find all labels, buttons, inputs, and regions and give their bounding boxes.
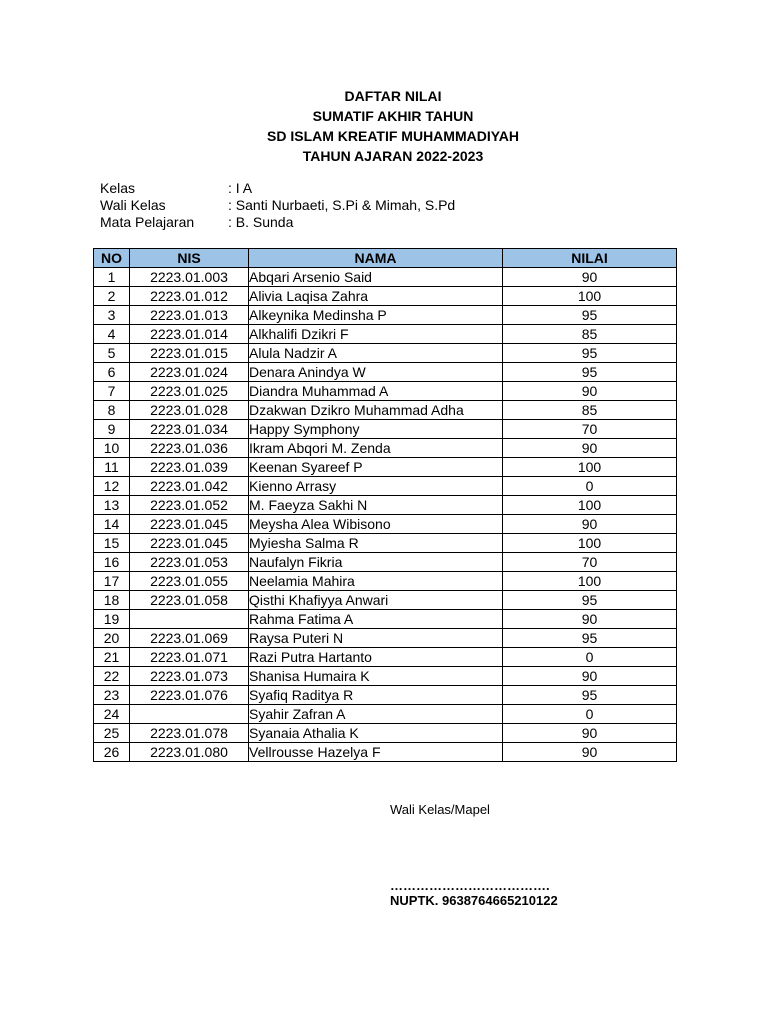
cell-no: 16 <box>94 553 130 572</box>
cell-no: 20 <box>94 629 130 648</box>
cell-nama: Rahma Fatima A <box>249 610 503 629</box>
cell-nis: 2223.01.073 <box>130 667 249 686</box>
cell-nis: 2223.01.076 <box>130 686 249 705</box>
cell-nilai: 95 <box>503 686 677 705</box>
table-row <box>94 420 677 439</box>
cell-nama: Syafiq Raditya R <box>249 686 503 705</box>
cell-nilai: 95 <box>503 344 677 363</box>
signature-title: Wali Kelas/Mapel <box>390 802 490 817</box>
table-header-row <box>94 249 677 268</box>
cell-nilai: 95 <box>503 363 677 382</box>
cell-no: 25 <box>94 724 130 743</box>
cell-nama: Kienno Arrasy <box>249 477 503 496</box>
cell-nilai: 95 <box>503 591 677 610</box>
cell-no: 6 <box>94 363 130 382</box>
cell-nilai: 100 <box>503 572 677 591</box>
cell-nama: Happy Symphony <box>249 420 503 439</box>
cell-nis: 2223.01.024 <box>130 363 249 382</box>
cell-no: 7 <box>94 382 130 401</box>
cell-nilai: 85 <box>503 401 677 420</box>
cell-nis: 2223.01.012 <box>130 287 249 306</box>
cell-nama: Neelamia Mahira <box>249 572 503 591</box>
cell-nama: Alkeynika Medinsha P <box>249 306 503 325</box>
wali-value: : Santi Nurbaeti, S.Pi & Mimah, S.Pd <box>228 197 456 213</box>
cell-nis: 2223.01.053 <box>130 553 249 572</box>
cell-no: 9 <box>94 420 130 439</box>
cell-nis <box>130 705 249 724</box>
cell-nama: Syanaia Athalia K <box>249 724 503 743</box>
cell-nis: 2223.01.036 <box>130 439 249 458</box>
table-row <box>94 572 677 591</box>
cell-nama: Naufalyn Fikria <box>249 553 503 572</box>
cell-nama: Ikram Abqori M. Zenda <box>249 439 503 458</box>
cell-nis <box>130 610 249 629</box>
cell-nis: 2223.01.039 <box>130 458 249 477</box>
cell-nama: Razi Putra Hartanto <box>249 648 503 667</box>
table-row <box>94 686 677 705</box>
cell-nilai: 90 <box>503 439 677 458</box>
table-row <box>94 382 677 401</box>
table-row <box>94 363 677 382</box>
cell-no: 24 <box>94 705 130 724</box>
cell-no: 12 <box>94 477 130 496</box>
cell-nis: 2223.01.014 <box>130 325 249 344</box>
cell-nis: 2223.01.034 <box>130 420 249 439</box>
cell-nama: Denara Anindya W <box>249 363 503 382</box>
table-row <box>94 591 677 610</box>
grades-table <box>93 248 677 762</box>
table-row <box>94 477 677 496</box>
cell-nilai: 70 <box>503 553 677 572</box>
cell-nilai: 85 <box>503 325 677 344</box>
cell-no: 21 <box>94 648 130 667</box>
cell-nama: Shanisa Humaira K <box>249 667 503 686</box>
cell-nis: 2223.01.069 <box>130 629 249 648</box>
table-row <box>94 515 677 534</box>
cell-nis: 2223.01.071 <box>130 648 249 667</box>
signature-nuptk: NUPTK. 9638764665210122 <box>390 893 558 908</box>
cell-nilai: 90 <box>503 382 677 401</box>
info-row-wali <box>100 197 455 214</box>
header-year: TAHUN AJARAN 2022-2023 <box>302 148 484 164</box>
cell-no: 3 <box>94 306 130 325</box>
cell-nilai: 90 <box>503 743 677 762</box>
table-row <box>94 287 677 306</box>
table-row <box>94 325 677 344</box>
cell-nis: 2223.01.025 <box>130 382 249 401</box>
cell-nis: 2223.01.055 <box>130 572 249 591</box>
table-row <box>94 306 677 325</box>
cell-nama: Dzakwan Dzikro Muhammad Adha <box>249 401 503 420</box>
cell-nama: Abqari Arsenio Said <box>249 268 503 287</box>
table-row <box>94 401 677 420</box>
table-row <box>94 724 677 743</box>
info-row-kelas <box>100 180 455 197</box>
cell-no: 17 <box>94 572 130 591</box>
cell-nilai: 0 <box>503 705 677 724</box>
table-row <box>94 534 677 553</box>
header-school: SD ISLAM KREATIF MUHAMMADIYAH <box>267 128 519 144</box>
cell-nama: Raysa Puteri N <box>249 629 503 648</box>
table-row <box>94 743 677 762</box>
table-row <box>94 496 677 515</box>
cell-nilai: 90 <box>503 610 677 629</box>
table-row <box>94 629 677 648</box>
cell-no: 13 <box>94 496 130 515</box>
cell-nis: 2223.01.003 <box>130 268 249 287</box>
kelas-value: : I A <box>228 180 253 196</box>
cell-nilai: 100 <box>503 534 677 553</box>
cell-nama: Alula Nadzir A <box>249 344 503 363</box>
column-header-nis: NIS <box>130 249 249 268</box>
cell-nama: Keenan Syareef P <box>249 458 503 477</box>
cell-nis: 2223.01.080 <box>130 743 249 762</box>
cell-nilai: 70 <box>503 420 677 439</box>
cell-nis: 2223.01.058 <box>130 591 249 610</box>
cell-nama: Qisthi Khafiyya Anwari <box>249 591 503 610</box>
cell-nilai: 95 <box>503 306 677 325</box>
cell-nilai: 90 <box>503 724 677 743</box>
cell-nama: Alkhalifi Dzikri F <box>249 325 503 344</box>
cell-nis: 2223.01.045 <box>130 515 249 534</box>
column-header-no: NO <box>94 249 130 268</box>
cell-nis: 2223.01.028 <box>130 401 249 420</box>
table-body <box>94 268 677 762</box>
kelas-label: Kelas <box>100 180 136 196</box>
mapel-label: Mata Pelajaran <box>100 214 195 230</box>
cell-nis: 2223.01.015 <box>130 344 249 363</box>
cell-nilai: 90 <box>503 515 677 534</box>
table-row <box>94 667 677 686</box>
cell-no: 2 <box>94 287 130 306</box>
table-row <box>94 268 677 287</box>
info-row-mapel <box>100 214 455 231</box>
cell-no: 4 <box>94 325 130 344</box>
cell-nis: 2223.01.042 <box>130 477 249 496</box>
cell-nama: Diandra Muhammad A <box>249 382 503 401</box>
cell-no: 14 <box>94 515 130 534</box>
cell-nilai: 0 <box>503 648 677 667</box>
cell-nis: 2223.01.013 <box>130 306 249 325</box>
column-header-nama: NAMA <box>249 249 503 268</box>
cell-nama: M. Faeyza Sakhi N <box>249 496 503 515</box>
cell-nis: 2223.01.052 <box>130 496 249 515</box>
cell-nis: 2223.01.078 <box>130 724 249 743</box>
header-subtitle: SUMATIF AKHIR TAHUN <box>312 108 474 124</box>
cell-nis: 2223.01.045 <box>130 534 249 553</box>
cell-no: 15 <box>94 534 130 553</box>
signature-line: ………………………………. <box>390 878 550 893</box>
cell-no: 5 <box>94 344 130 363</box>
cell-nama: Alivia Laqisa Zahra <box>249 287 503 306</box>
cell-nilai: 100 <box>503 496 677 515</box>
table-row <box>94 553 677 572</box>
cell-nilai: 90 <box>503 667 677 686</box>
cell-no: 18 <box>94 591 130 610</box>
cell-no: 10 <box>94 439 130 458</box>
table-row <box>94 705 677 724</box>
class-info <box>100 180 455 231</box>
cell-nama: Myiesha Salma R <box>249 534 503 553</box>
cell-nilai: 100 <box>503 287 677 306</box>
column-header-nilai: NILAI <box>503 249 677 268</box>
cell-nilai: 100 <box>503 458 677 477</box>
cell-no: 26 <box>94 743 130 762</box>
cell-no: 8 <box>94 401 130 420</box>
cell-no: 22 <box>94 667 130 686</box>
cell-no: 23 <box>94 686 130 705</box>
cell-nama: Syahir Zafran A <box>249 705 503 724</box>
mapel-value: : B. Sunda <box>228 214 294 230</box>
table-row <box>94 610 677 629</box>
document-header <box>0 86 768 166</box>
wali-label: Wali Kelas <box>100 197 166 213</box>
cell-nama: Vellrousse Hazelya F <box>249 743 503 762</box>
cell-no: 19 <box>94 610 130 629</box>
table-row <box>94 458 677 477</box>
table-row <box>94 439 677 458</box>
cell-nama: Meysha Alea Wibisono <box>249 515 503 534</box>
cell-nilai: 95 <box>503 629 677 648</box>
header-title: DAFTAR NILAI <box>344 88 442 104</box>
cell-nilai: 0 <box>503 477 677 496</box>
cell-no: 1 <box>94 268 130 287</box>
cell-nilai: 90 <box>503 268 677 287</box>
cell-no: 11 <box>94 458 130 477</box>
table-row <box>94 648 677 667</box>
table-row <box>94 344 677 363</box>
